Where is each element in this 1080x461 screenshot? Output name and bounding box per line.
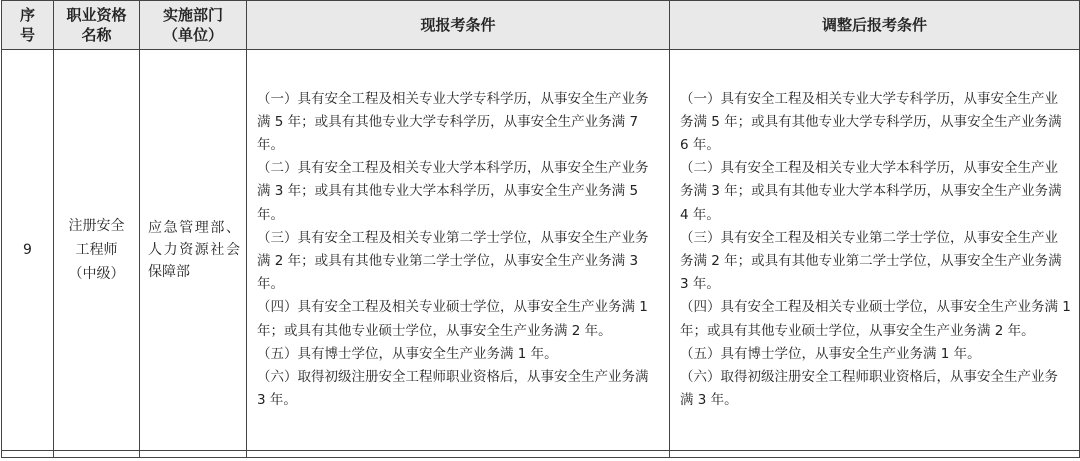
row-title-line: 注册安全 <box>68 218 125 234</box>
empty-cell <box>2 451 54 458</box>
current-condition-item: （四）具有安全工程及相关专业硕士学位，从事安全生产业务满 1 年；或具有其他专业硕士学位，从事安全生产业务满 2 年。 <box>257 299 648 339</box>
adjusted-condition-item: （四）具有安全工程及相关专业硕士学位，从事安全生产业务满 1 年；或具有其他专业硕士学位，从事安全生产业务满 2 年。 <box>680 299 1071 339</box>
qualification-table <box>1 0 1080 458</box>
header-no-line: 序 <box>19 6 35 24</box>
adjusted-condition-item: （五）具有博士学位，从事安全生产业务满 1 年。 <box>680 345 981 362</box>
table-row-next <box>2 451 1080 458</box>
adjusted-condition-item: （六）取得初级注册安全工程师职业资格后，从事安全生产业务满 3 年。 <box>680 369 1058 409</box>
empty-cell <box>247 451 670 458</box>
row-current-conditions <box>247 50 670 451</box>
row-no: 9 <box>2 50 54 451</box>
row-title <box>54 50 140 451</box>
empty-cell <box>140 451 247 458</box>
header-title-line: 职业资格 <box>66 6 127 24</box>
row-dept: 应急管理部、人力资源社会保障部 <box>140 50 247 451</box>
header-no-line: 号 <box>19 26 35 44</box>
header-current: 现报考条件 <box>247 1 670 50</box>
row-title-line: 工程师 <box>75 242 118 258</box>
current-condition-item: （二）具有安全工程及相关专业大学本科学历，从事安全生产业务满 3 年；或具有其他专业大学本科学历，从事安全生产业务满 5 年。 <box>257 160 649 223</box>
header-title-line: 名称 <box>81 26 112 44</box>
adjusted-condition-item: （三）具有安全工程及相关专业第二学士学位，从事安全生产业务满 2 年；或具有其他专业第二学士学位，从事安全生产业务满 3 年。 <box>680 229 1062 293</box>
header-title <box>54 1 140 50</box>
row-adjusted-conditions <box>670 50 1080 451</box>
current-condition-item: （五）具有博士学位，从事安全生产业务满 1 年。 <box>257 345 558 362</box>
header-dept-line: （单位） <box>162 26 223 44</box>
current-condition-item: （六）取得初级注册安全工程师职业资格后，从事安全生产业务满 3 年。 <box>257 369 649 409</box>
table-row <box>2 50 1080 451</box>
header-dept-line: 实施部门 <box>162 6 223 24</box>
empty-cell <box>670 451 1080 458</box>
header-row <box>2 1 1080 50</box>
empty-cell <box>54 451 140 458</box>
adjusted-condition-item: （二）具有安全工程及相关专业大学本科学历，从事安全生产业务满 3 年；或具有其他专业大学本科学历，从事安全生产业务满 4 年。 <box>680 160 1062 223</box>
adjusted-condition-item: （一）具有安全工程及相关专业大学专科学历，从事安全生产业务满 5 年；或具有其他专业大学专科学历，从事安全生产业务满 6 年。 <box>680 90 1062 153</box>
header-adjusted: 调整后报考条件 <box>670 1 1080 50</box>
header-dept <box>140 1 247 50</box>
row-title-line: （中级） <box>68 266 125 282</box>
header-no <box>2 1 54 50</box>
current-condition-item: （一）具有安全工程及相关专业大学专科学历，从事安全生产业务满 5 年；或具有其他专业大学专科学历，从事安全生产业务满 7 年。 <box>257 90 649 153</box>
current-condition-item: （三）具有安全工程及相关专业第二学士学位，从事安全生产业务满 2 年；或具有其他专业第二学士学位，从事安全生产业务满 3 年。 <box>257 229 649 293</box>
